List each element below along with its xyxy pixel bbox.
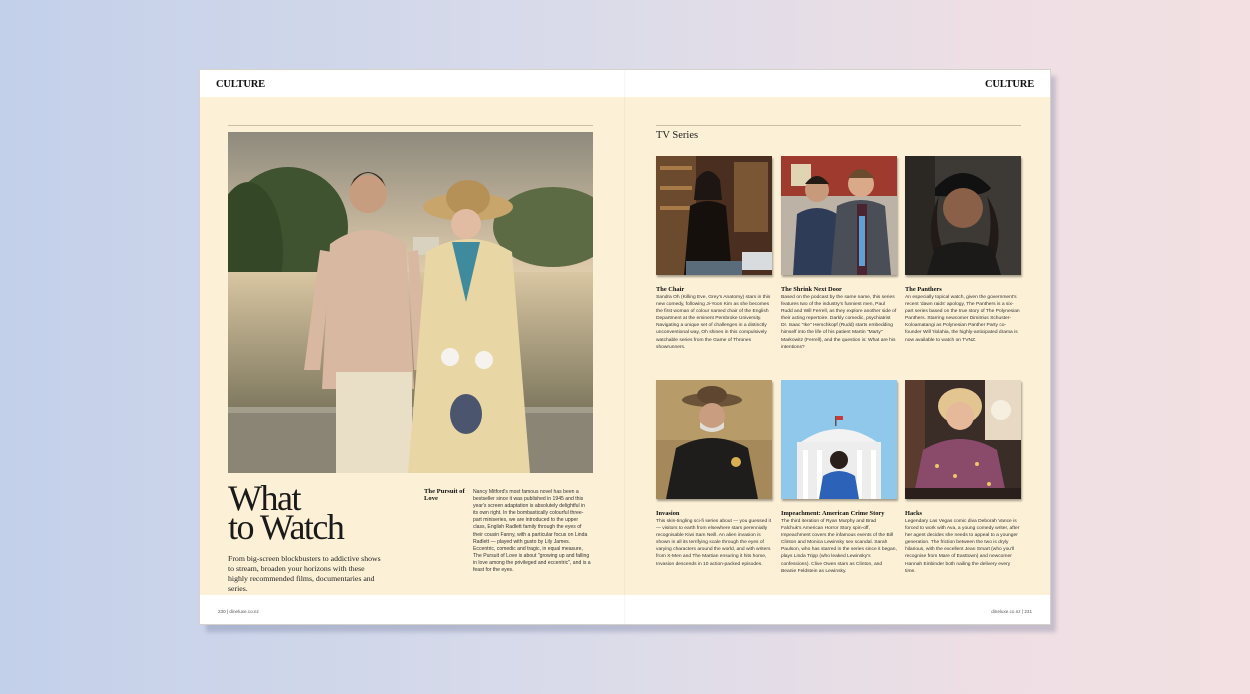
page-folio-right: dineluxe.co.nz | 231 [991,609,1032,614]
show-description: Based on the podcast by the same name, this series features two of the industry's funniest men, Paul Rudd and Will Ferrell, as they explore another side of their acting repertoire. Darkly comedic, psychiatrist Dr. Isaac "Ike" Herschkopf (Rudd) starts embedding himself into the life of his patient Martin "Marty" Markowitz (Ferrell), and the question is: What are his intentions? [781,295,897,350]
show-photo-invasion [656,380,772,499]
show-name: The Shrink Next Door [781,286,842,293]
show-description: The third iteration of Ryan Murphy and Brad Falchuk's American Horror Story spin-off, Impeachment covers the infamous events of the Bill Clinton and Monica Lewinsky sex scandal. Sarah Paulson, who has starred in the series since it began, plays Linda Tripp (who leaked Lewinsky's confessions). Clive Owen stars as Clinton, and Beanie Feldstein as Lewinsky. [781,519,897,574]
headline-line-2: to Watch [228,507,344,547]
magazine-spread [200,70,1050,624]
section-label-left: CULTURE [216,79,265,90]
headline-line-1: What [228,478,300,518]
show-photo-impeachment [781,380,897,499]
show-photo-hacks [905,380,1021,499]
pursuit-of-love-title: The Pursuit of Love [424,488,465,503]
section-label-right: CULTURE [985,79,1034,90]
show-card-the-shrink-next-door [781,156,898,351]
show-photo-the-chair [656,156,772,275]
hero-photo-pursuit-of-love [228,132,593,473]
page-folio-left: 230 | dineluxe.co.nz [218,609,259,614]
show-photo-the-panthers [905,156,1021,275]
show-description: An especially topical watch, given the government's recent 'dawn raids' apology, The Panthers is a six-part series based on the true story of The Polynesian Panthers. Starring newcomer Dimitrius Schuster-Koloamatangi as Polynesian Panther Party co-founder Will 'Ilolahia, the highly-anticipated drama is now available to watch on TVNZ. [905,295,1020,343]
show-card-hacks [905,380,1022,575]
show-card-impeachment [781,380,898,575]
show-description: This skin-tingling sci-fi series about — you guessed it — visitors to earth from elsewhere stars perennially recognisable Kiwi Sam Neill. An alien invasion is shown in all its terrifying scale through the eyes of varying characters around the world, and with writers from X-Men and The Martian ensuring it hits home, Invasion descends in 10 action-packed episodes. [656,519,771,567]
pursuit-of-love-body: Nancy Mitford's most famous novel has been a bestseller since it was published in 1945 and this year's screen adaptation is absolutely delightful in its own right. In the bombastically colourful three-part miniseries, we are introduced to the upper class, English Radlett family through the eyes of their cousin Fanny, with a particular focus on Linda Radlett — played with gusto by Lily James. Eccentric, comedic and tragic, in equal measure, The Pursuit of Love is about "growing up and falling in love among the privileged and eccentric", and is a feast for the eyes. [473,489,591,574]
tv-series-heading: TV Series [656,130,699,141]
right-top-rule [656,125,1021,126]
show-card-the-panthers [905,156,1022,344]
feature-dek: From big-screen blockbusters to addictive shows to stream, broaden your horizons with these highly recommended films, documentaries and series. [228,554,381,593]
show-name: Invasion [656,510,680,517]
show-name: The Chair [656,286,685,293]
show-name: Impeachment: American Crime Story [781,510,885,517]
show-photo-the-shrink-next-door [781,156,897,275]
spread-gutter [624,70,626,624]
show-name: The Panthers [905,286,942,293]
show-card-the-chair [656,156,773,351]
show-description: Sandra Oh (Killing Eve, Grey's Anatomy) stars in this new comedy, following Ji-Yoon Kim as she becomes the first woman of colour named chair of the English Department at the eminent Pembroke University. Navigating a unique set of challenges in a distinctly unconventional way, Oh shines in this compulsively watchable series from the Game of Thrones showrunners. [656,295,771,350]
show-name: Hacks [905,510,923,517]
show-card-invasion [656,380,773,568]
feature-headline [228,478,344,547]
show-description: Legendary Las Vegas comic diva Deborah Vance is forced to work with Ava, a young comedy writer, after her agent decides she needs to appeal to a younger generation. The friction between the two is dryly hilarious, with the excellent Jean Smart (who you'll recognise from Mare of Easttown) and newcomer Hannah Einbinder both nailing the delivery every time. [905,519,1020,574]
left-top-rule [228,125,593,126]
